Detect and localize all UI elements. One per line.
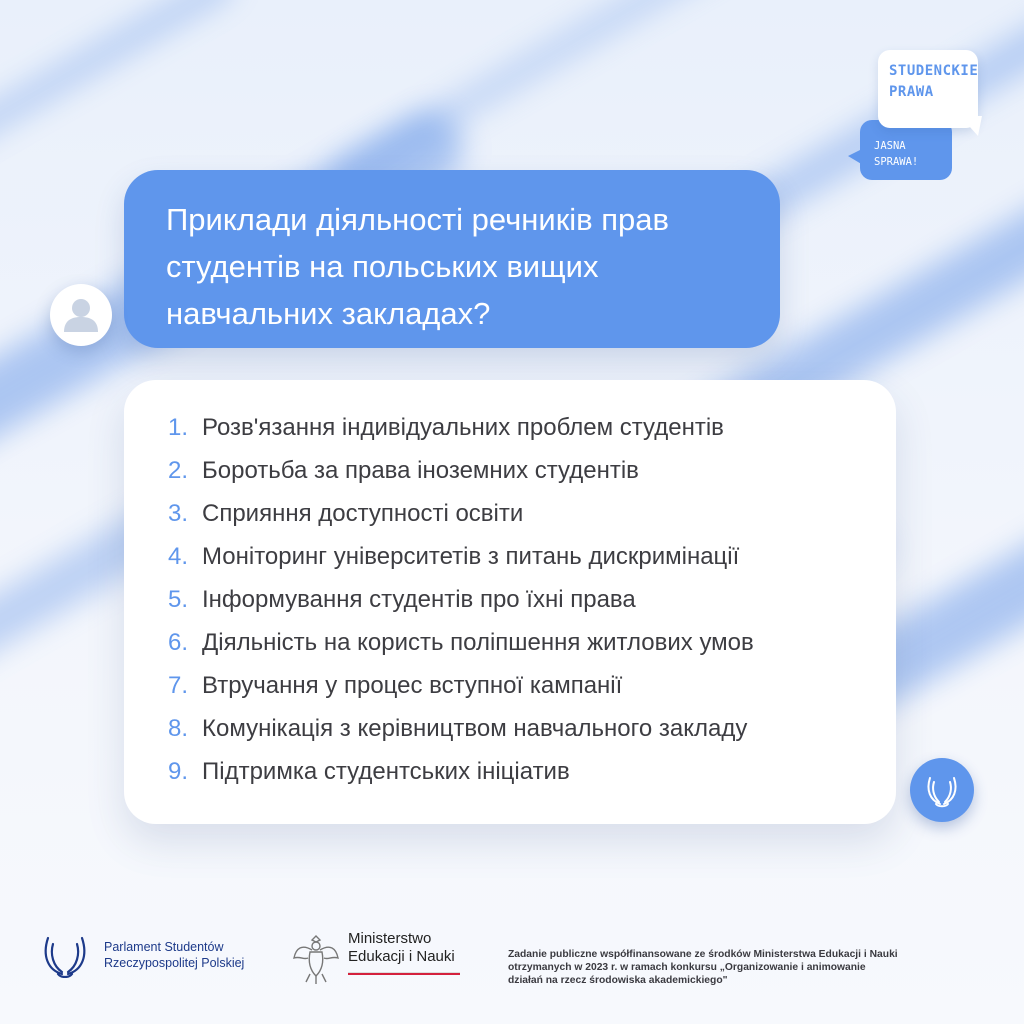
list-number: 9. xyxy=(168,758,189,785)
list-item xyxy=(168,629,896,672)
psrp-wings-logo-icon xyxy=(40,932,90,978)
funding-line-2: otrzymanych w 2023 r. w ramach konkursu „Organizowanie i animowanie xyxy=(508,962,866,973)
brand-subtitle-line1: JASNA xyxy=(874,140,906,152)
user-avatar-icon xyxy=(50,284,112,346)
list-number: 2. xyxy=(168,457,189,484)
list-text: Боротьба за права іноземних студентів xyxy=(202,457,639,484)
brand-subtitle-bubble xyxy=(860,120,952,180)
list-item xyxy=(168,758,896,801)
list-text: Втручання у процес вступної кампанії xyxy=(202,672,623,699)
psrp-line1: Parlament Studentów xyxy=(104,940,224,954)
list-text: Розв'язання індивідуальних проблем студентів xyxy=(202,414,724,441)
footer xyxy=(0,920,1024,1024)
list-number: 1. xyxy=(168,414,189,441)
list-text: Підтримка студентських ініціатив xyxy=(202,758,570,785)
psrp-wings-logo-icon xyxy=(910,758,974,822)
funding-line-1: Zadanie publiczne współfinansowane ze środków Ministerstwa Edukacji i Nauki xyxy=(508,949,898,960)
question-bubble xyxy=(124,170,780,348)
question-line-2: студентів на польських вищих xyxy=(166,249,599,284)
list-number: 4. xyxy=(168,543,189,570)
list-item xyxy=(168,500,896,543)
answer-list xyxy=(168,414,896,801)
psrp-logo xyxy=(40,932,244,978)
ministry-line1: Ministerstwo xyxy=(348,930,432,947)
brand-title-line1: STUDENCKIE xyxy=(889,63,979,79)
funding-notice xyxy=(508,948,998,987)
list-item xyxy=(168,672,896,715)
funding-line-3: działań na rzecz środowiska akademickiego" xyxy=(508,975,728,986)
user-avatar xyxy=(50,284,112,346)
psrp-name xyxy=(104,939,244,971)
list-text: Сприяння доступності освіти xyxy=(202,500,524,527)
list-item xyxy=(168,715,896,758)
psrp-avatar xyxy=(910,758,974,822)
ministry-name xyxy=(348,930,460,975)
ministry-logo xyxy=(292,930,460,986)
list-text: Інформування студентів про їхні права xyxy=(202,586,636,613)
list-item xyxy=(168,414,896,457)
question-line-3: навчальних закладах? xyxy=(166,296,491,331)
list-number: 6. xyxy=(168,629,189,656)
studenckie-prawa-logo xyxy=(840,48,990,188)
brand-title-bubble xyxy=(878,50,978,128)
psrp-line2: Rzeczypospolitej Polskiej xyxy=(104,956,245,970)
list-number: 3. xyxy=(168,500,189,527)
list-text: Діяльність на користь поліпшення житлових умов xyxy=(202,629,754,656)
list-number: 5. xyxy=(168,586,189,613)
list-item xyxy=(168,457,896,500)
brand-subtitle-line2: SPRAWA! xyxy=(874,156,919,168)
list-text: Моніторинг університетів з питань дискримінації xyxy=(202,543,740,570)
list-text: Комунікація з керівництвом навчального закладу xyxy=(202,715,748,742)
list-number: 8. xyxy=(168,715,189,742)
list-item xyxy=(168,543,896,586)
ministry-flag-bar xyxy=(348,972,460,975)
question-line-1: Приклади діяльності речників прав xyxy=(166,202,669,237)
list-item xyxy=(168,586,896,629)
answer-bubble xyxy=(124,380,896,824)
ministry-line2: Edukacji i Nauki xyxy=(348,948,455,965)
brand-title-line2: PRAWA xyxy=(889,84,934,100)
list-number: 7. xyxy=(168,672,189,699)
polish-eagle-icon xyxy=(292,930,340,986)
